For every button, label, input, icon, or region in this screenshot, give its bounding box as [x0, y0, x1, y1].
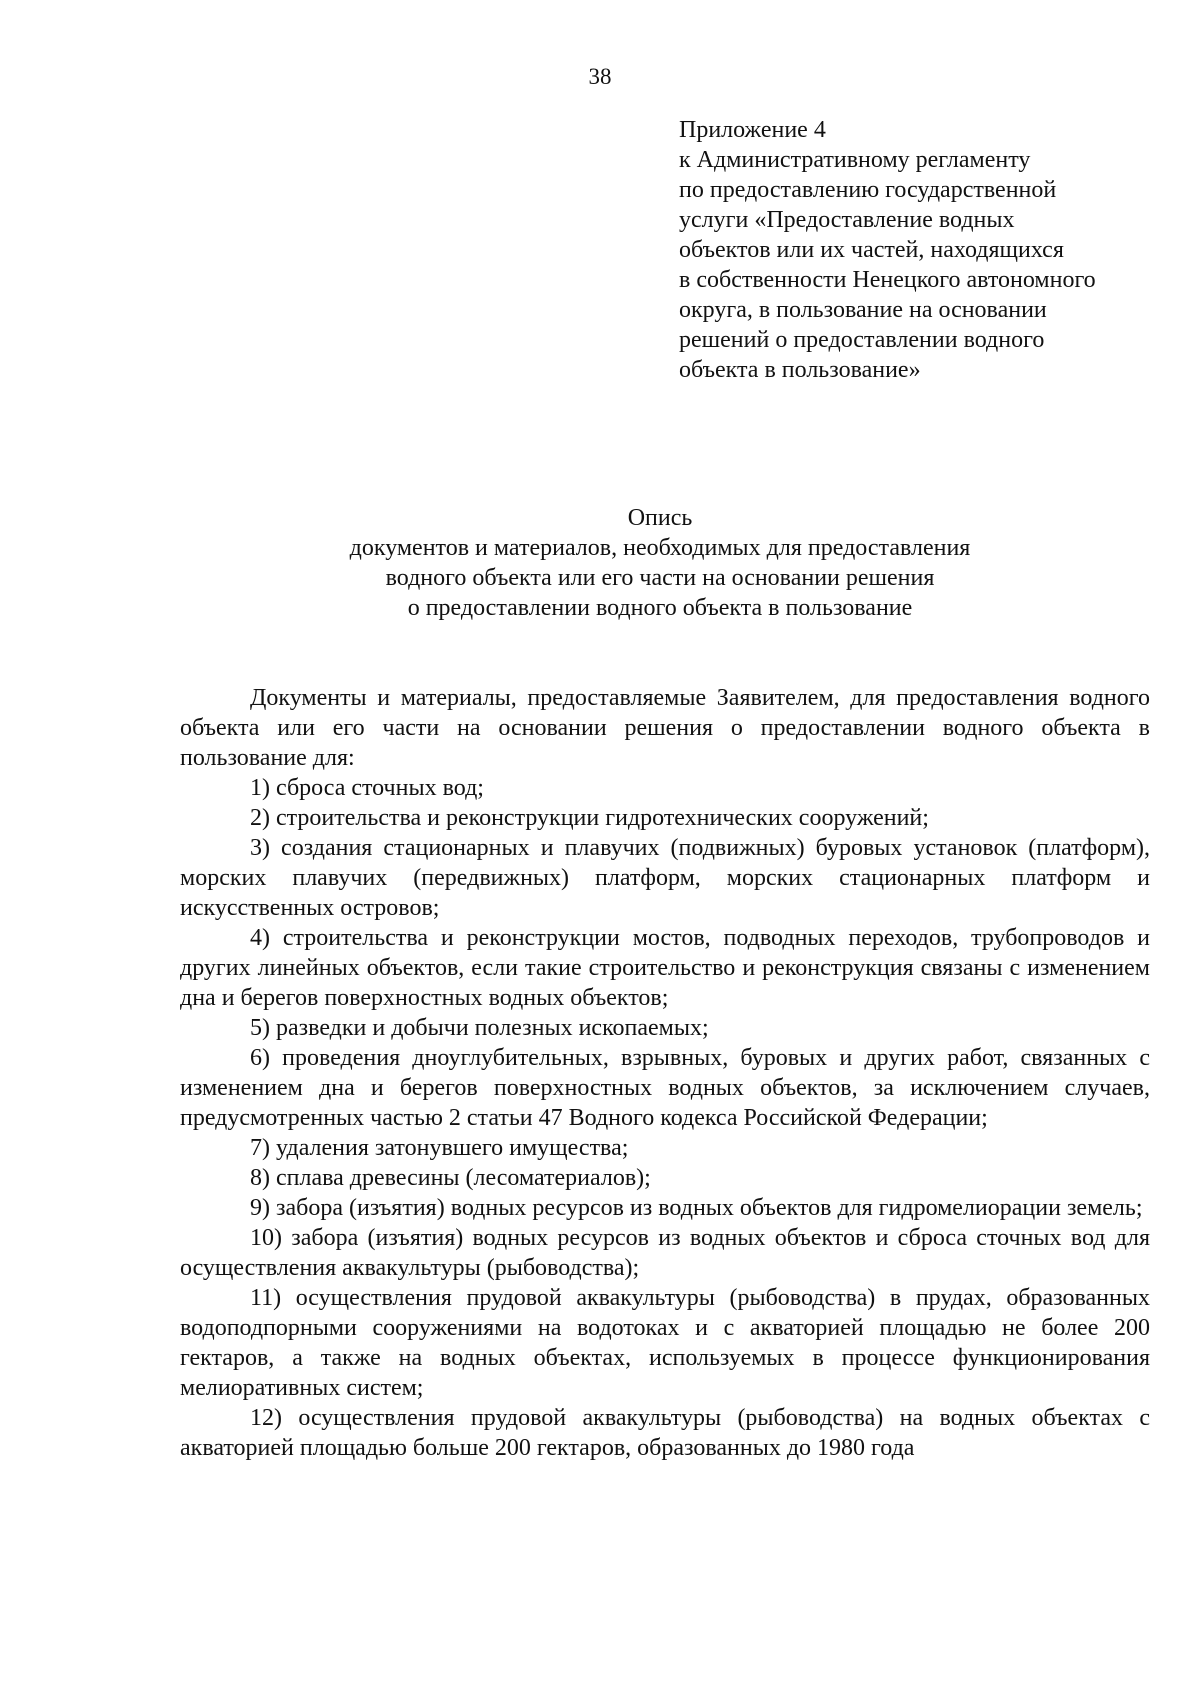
- title-line: Опись: [627, 505, 693, 531]
- appendix-line: объектов или их частей, находящихся: [679, 237, 1064, 263]
- list-item: 11) осуществления прудовой аквакультуры (рыбоводства) в прудах, образованных водоподпорными сооружениями на водотоках и с акваторией площадью не более 200 гектаров, а также на водных объектах, используемых в процессе функционирования мелиоративных систем;: [180, 1285, 1150, 1401]
- list-item: 4) строительства и реконструкции мостов, подводных переходов, трубопроводов и других линейных объектов, если такие строительство и реконструкция связаны с изменением дна и берегов поверхностных водных объектов;: [180, 925, 1150, 1011]
- list-item: 2) строительства и реконструкции гидротехнических сооружений;: [250, 805, 929, 831]
- appendix-line: по предоставлению государственной: [679, 177, 1057, 203]
- appendix-line: объекта в пользование»: [679, 357, 921, 383]
- intro-paragraph: Документы и материалы, предоставляемые Заявителем, для предоставления водного объекта или его части на основании решения о предоставлении водного объекта в пользование для:: [180, 685, 1150, 771]
- list-item: 12) осуществления прудовой аквакультуры (рыбоводства) на водных объектах с акваторией площадью больше 200 гектаров, образованных до 1980 года: [180, 1405, 1150, 1461]
- title-line: о предоставлении водного объекта в пользование: [407, 595, 913, 621]
- document-title: [180, 503, 1140, 623]
- list-item: 8) сплава древесины (лесоматериалов);: [250, 1165, 651, 1191]
- page-number: 38: [588, 64, 612, 89]
- title-line: водного объекта или его части на основании решения: [385, 565, 935, 591]
- appendix-line: к Административному регламенту: [679, 147, 1031, 173]
- appendix-line: в собственности Ненецкого автономного: [679, 267, 1096, 293]
- document-body: [180, 683, 1150, 1463]
- list-item: 6) проведения дноуглубительных, взрывных, буровых и других работ, связанных с изменением дна и берегов поверхностных водных объектов, за исключением случаев, предусмотренных частью 2 статьи 47 Водного кодекса Российской Федерации;: [180, 1045, 1150, 1131]
- list-item: 9) забора (изъятия) водных ресурсов из водных объектов для гидромелиорации земель;: [250, 1195, 1143, 1221]
- list-item: 10) забора (изъятия) водных ресурсов из водных объектов и сброса сточных вод для осуществления аквакультуры (рыбоводства);: [180, 1225, 1150, 1281]
- appendix-line: решений о предоставлении водного: [679, 327, 1045, 353]
- list-item: 7) удаления затонувшего имущества;: [250, 1135, 629, 1161]
- appendix-line: Приложение 4: [679, 117, 826, 143]
- appendix-line: округа, в пользование на основании: [679, 297, 1047, 323]
- list-item: 1) сброса сточных вод;: [250, 775, 484, 801]
- title-line: документов и материалов, необходимых для предоставления: [349, 535, 971, 561]
- appendix-header: [679, 115, 1149, 385]
- appendix-line: услуги «Предоставление водных: [679, 207, 1015, 233]
- list-item: 3) создания стационарных и плавучих (подвижных) буровых установок (платформ), морских плавучих (передвижных) платформ, морских стационарных платформ и искусственных островов;: [180, 835, 1150, 921]
- list-item: 5) разведки и добычи полезных ископаемых;: [250, 1015, 709, 1041]
